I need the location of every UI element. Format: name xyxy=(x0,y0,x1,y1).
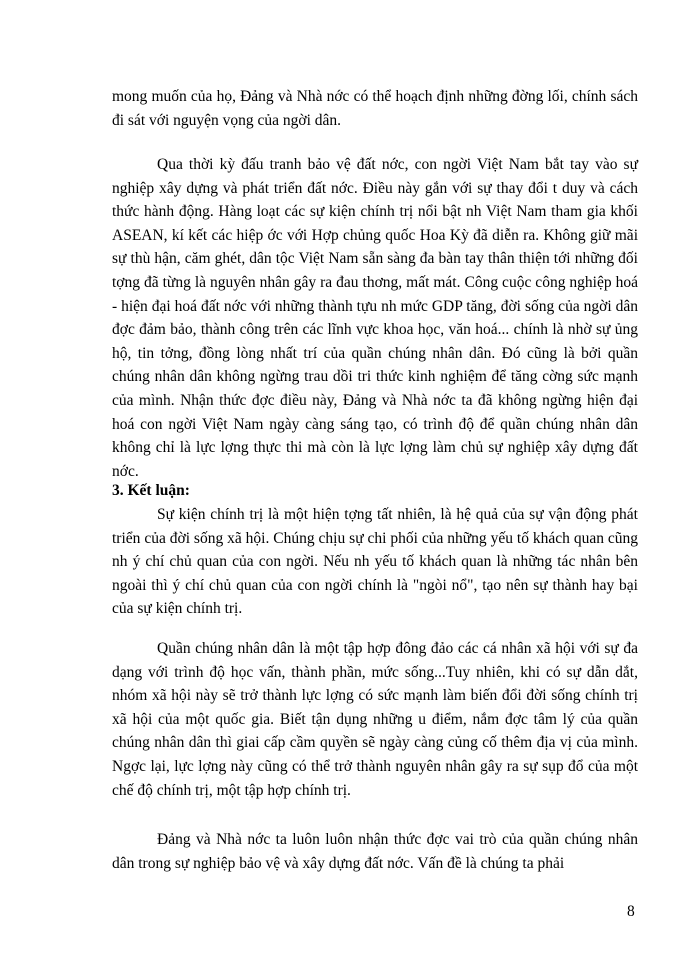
paragraph-political-events: Sự kiện chính trị là một hiện tợng tất nhiên, là hệ quả của sự vận động phát triển của đời sống xã hội. Chúng chịu sự chi phối của những yếu tố khách quan cũng nh ý chí chủ quan của con ngời. Nếu nh yếu tố khách quan là những tác nhân bên ngoài thì ý chí chủ quan của con ngời chính là "ngòi nổ", tạo nên sự thành hay bại của sự kiện chính trị. xyxy=(112,506,638,618)
paragraph-continuation: mong muốn của họ, Đảng và Nhà nớc có thể hoạch định những đờng lối, chính sách đi sát với nguyện vọng của ngời dân. xyxy=(112,88,638,129)
section-heading-conclusion: 3. Kết luận: xyxy=(112,482,190,499)
paragraph-masses: Quần chúng nhân dân là một tập hợp đông đảo các cá nhân xã hội với sự đa dạng với trình độ học vấn, thành phần, mức sống...Tuy nhiên, khi có sự dẫn dắt, nhóm xã hội này sẽ trở thành lực lợng có sức mạnh làm biến đổi đời sống chính trị xã hội của một quốc gia. Biết tận dụng những u điểm, nắm đợc tâm lý của quần chúng nhân dân thì giai cấp cầm quyền sẽ ngày càng củng cố thêm địa vị của mình. Ngợc lại, lực lợng này cũng có thể trở thành nguyên nhân gây ra sự sụp đổ của một chế độ chính trị, một tập hợp chính trị. xyxy=(112,640,638,799)
paragraph-party-state: Đảng và Nhà nớc ta luôn luôn nhận thức đợc vai trò của quần chúng nhân dân trong sự nghiệp bảo vệ và xây dựng đất nớc. Vấn đề là chúng ta phải xyxy=(112,831,638,872)
page-number: 8 xyxy=(627,903,635,920)
paragraph-national-development: Qua thời kỳ đấu tranh bảo vệ đất nớc, con ngời Việt Nam bắt tay vào sự nghiệp xây dựng và phát triển đất nớc. Điều này gắn với sự thay đổi t duy và cách thức hành động. Hàng loạt các sự kiện chính trị nổi bật nh Việt Nam tham gia khối ASEAN, kí kết các hiệp ớc với Hợp chủng quốc Hoa Kỳ đã diễn ra. Không giữ mãi sự thù hận, căm ghét, dân tộc Việt Nam sẵn sàng đa bàn tay thân thiện tới những đối tợng đã từng là nguyên nhân gây ra đau thơng, mất mát. Công cuộc công nghiệp hoá - hiện đại hoá đất nớc với những thành tựu nh mức GDP tăng, đời sống của ngời dân đợc đảm bảo, thành công trên các lĩnh vực khoa học, văn hoá... chính là nhờ sự ủng hộ, tin tởng, đồng lòng nhất trí của quần chúng nhân dân. Đó cũng là bởi quần chúng nhân dân không ngừng trau dồi tri thức kinh nghiệm để tăng cờng sức mạnh của mình. Nhận thức đợc điều này, Đảng và Nhà nớc ta đã không ngừng hiện đại hoá con ngời Việt Nam ngày càng sáng tạo, có trình độ để quần chúng nhân dân không chỉ là lực lợng thực thi mà còn là lực lợng làm chủ sự nghiệp xây dựng đất nớc. xyxy=(112,156,638,480)
